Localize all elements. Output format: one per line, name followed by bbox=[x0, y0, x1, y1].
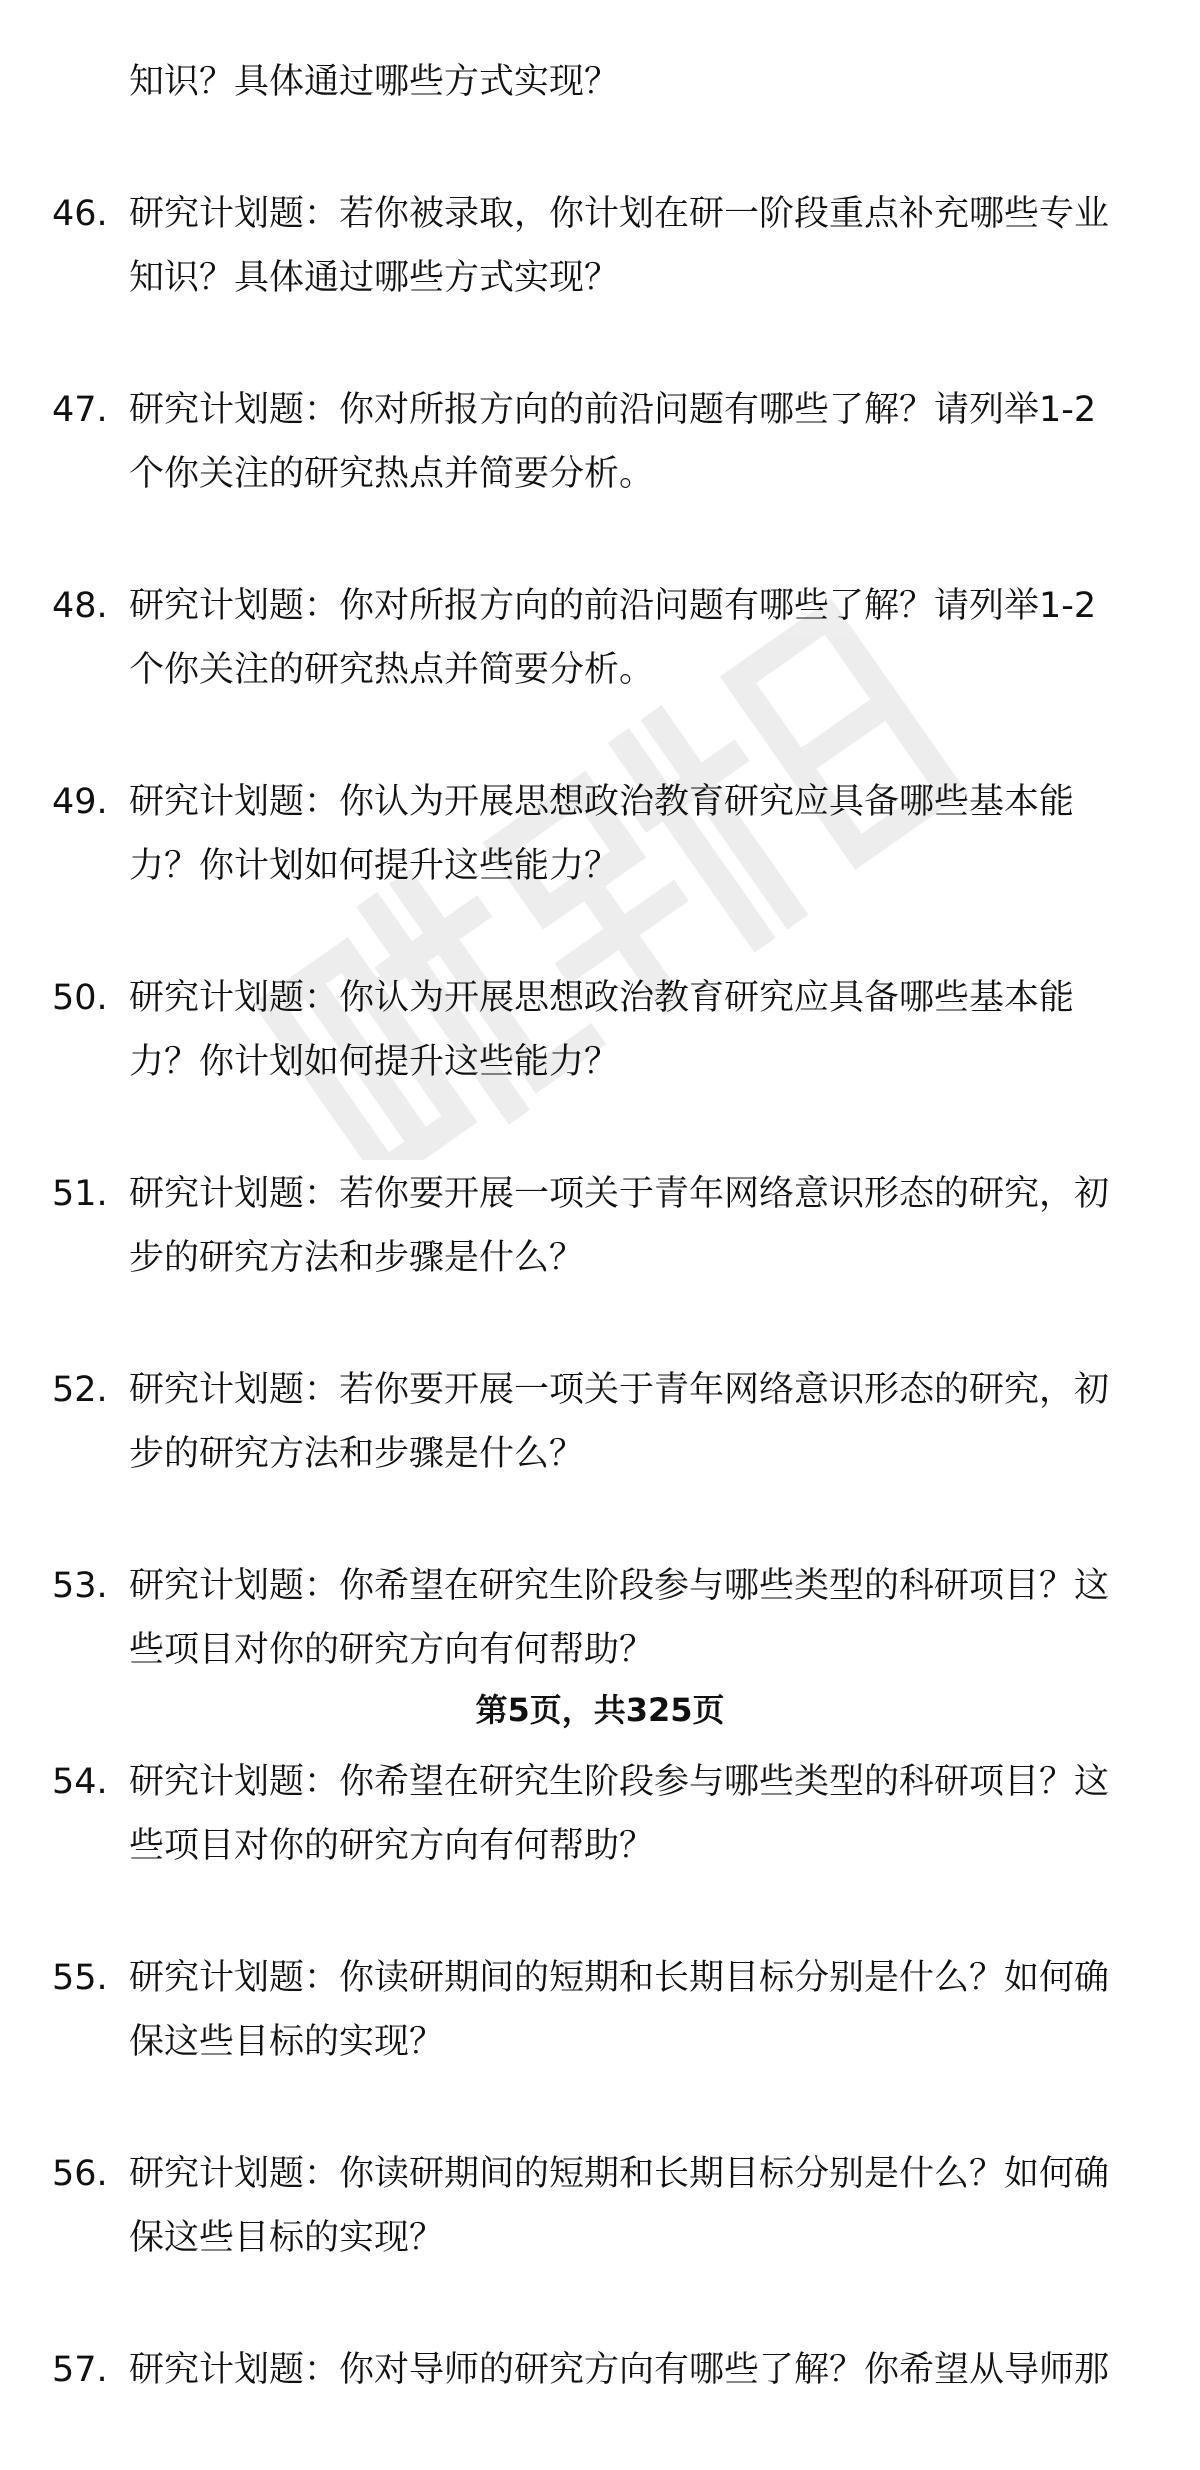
question-line: 保这些目标的实现？ bbox=[129, 2022, 445, 2062]
question-text bbox=[129, 966, 1142, 1094]
question-line: 研究计划题：你读研期间的短期和长期目标分别是什么？如何确 bbox=[129, 2154, 1110, 2194]
question-number: 46. bbox=[52, 194, 108, 234]
page-footer: 第5页，共325页 bbox=[475, 1691, 725, 1729]
question-line: 步的研究方法和步骤是什么？ bbox=[129, 1238, 585, 1278]
question-item-54 bbox=[52, 1750, 1142, 1878]
question-item-51 bbox=[52, 1162, 1142, 1290]
question-line: 研究计划题：你认为开展思想政治教育研究应具备哪些基本能 bbox=[129, 978, 1075, 1018]
question-line: 步的研究方法和步骤是什么？ bbox=[129, 1434, 585, 1474]
question-item-48 bbox=[52, 574, 1142, 702]
question-text bbox=[129, 574, 1142, 702]
question-line: 研究计划题：你对导师的研究方向有哪些了解？你希望从导师那 bbox=[129, 2350, 1110, 2390]
question-text bbox=[129, 378, 1142, 506]
question-line: 研究计划题：你认为开展思想政治教育研究应具备哪些基本能 bbox=[129, 782, 1075, 822]
question-item-49 bbox=[52, 770, 1142, 898]
question-line: 些项目对你的研究方向有何帮助？ bbox=[129, 1630, 655, 1670]
question-number: 57. bbox=[52, 2350, 108, 2390]
question-text bbox=[129, 2142, 1142, 2270]
question-list bbox=[52, 50, 1142, 2470]
question-line: 研究计划题：你对所报方向的前沿问题有哪些了解？请列举1-2 bbox=[129, 586, 1097, 626]
question-line: 研究计划题：你希望在研究生阶段参与哪些类型的科研项目？这 bbox=[129, 1762, 1110, 1802]
question-number: 50. bbox=[52, 978, 108, 1018]
question-item-50 bbox=[52, 966, 1142, 1094]
question-text bbox=[129, 2338, 1142, 2402]
question-text bbox=[129, 1750, 1142, 1878]
question-item-56 bbox=[52, 2142, 1142, 2270]
question-line: 研究计划题：若你被录取，你计划在研一阶段重点补充哪些专业 bbox=[129, 194, 1110, 234]
question-line: 个你关注的研究热点并简要分析。 bbox=[129, 454, 655, 494]
question-text bbox=[129, 1162, 1142, 1290]
question-item-57 bbox=[52, 2338, 1142, 2402]
question-item-53 bbox=[52, 1554, 1142, 1682]
question-text bbox=[129, 1358, 1142, 1486]
question-text bbox=[129, 182, 1142, 310]
question-line: 个你关注的研究热点并简要分析。 bbox=[129, 650, 655, 690]
question-number: 54. bbox=[52, 1762, 108, 1802]
continued-question-text: 知识？具体通过哪些方式实现？ bbox=[129, 62, 620, 102]
question-number: 49. bbox=[52, 782, 108, 822]
question-number: 51. bbox=[52, 1174, 108, 1214]
question-line: 知识？具体通过哪些方式实现？ bbox=[129, 258, 620, 298]
question-number: 47. bbox=[52, 390, 108, 430]
question-line: 力？你计划如何提升这些能力？ bbox=[129, 846, 620, 886]
question-number: 53. bbox=[52, 1566, 108, 1606]
question-item-47 bbox=[52, 378, 1142, 506]
question-item-55 bbox=[52, 1946, 1142, 2074]
question-number: 55. bbox=[52, 1958, 108, 1998]
question-text bbox=[129, 770, 1142, 898]
question-line: 研究计划题：你读研期间的短期和长期目标分别是什么？如何确 bbox=[129, 1958, 1110, 1998]
question-line: 研究计划题：若你要开展一项关于青年网络意识形态的研究，初 bbox=[129, 1174, 1110, 1214]
question-line: 力？你计划如何提升这些能力？ bbox=[129, 1042, 620, 1082]
question-line: 研究计划题：你对所报方向的前沿问题有哪些了解？请列举1-2 bbox=[129, 390, 1097, 430]
question-item-52 bbox=[52, 1358, 1142, 1486]
question-item-46 bbox=[52, 182, 1142, 310]
question-number: 48. bbox=[52, 586, 108, 626]
question-line: 研究计划题：你希望在研究生阶段参与哪些类型的科研项目？这 bbox=[129, 1566, 1110, 1606]
question-line: 些项目对你的研究方向有何帮助？ bbox=[129, 1826, 655, 1866]
question-line: 研究计划题：若你要开展一项关于青年网络意识形态的研究，初 bbox=[129, 1370, 1110, 1410]
question-text bbox=[129, 1946, 1142, 2074]
question-number: 56. bbox=[52, 2154, 108, 2194]
question-number: 52. bbox=[52, 1370, 108, 1410]
question-text bbox=[129, 1554, 1142, 1682]
question-line: 保这些目标的实现？ bbox=[129, 2218, 445, 2258]
